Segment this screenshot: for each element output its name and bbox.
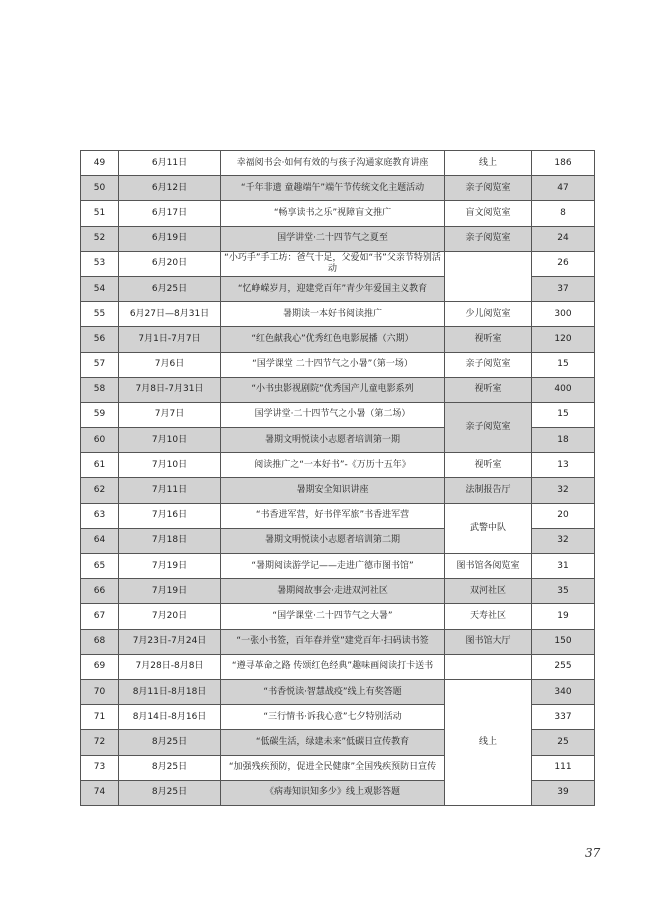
table-row: [81, 478, 595, 503]
row-title: “暑期阅读游学记——走进广德市图书馆”: [221, 554, 445, 579]
row-venue: 图书馆各阅览室: [445, 554, 532, 579]
row-number: 49: [81, 151, 119, 176]
table-row: [81, 176, 595, 201]
row-title: “忆峥嵘岁月，迎建党百年”青少年爱国主义教育: [221, 276, 445, 301]
row-date: 8月14日-8月16日: [119, 705, 221, 730]
row-venue: 武警中队: [445, 503, 532, 553]
row-date: 6月12日: [119, 176, 221, 201]
row-number: 59: [81, 402, 119, 427]
table-row: [81, 302, 595, 327]
row-venue: 少儿阅览室: [445, 302, 532, 327]
row-title: “国学课堂·二十四节气之大暑”: [221, 604, 445, 629]
row-number: 60: [81, 428, 119, 453]
row-number: 69: [81, 654, 119, 679]
row-count: 340: [532, 679, 595, 704]
row-title: 暑期文明悦读小志愿者培训第一期: [221, 428, 445, 453]
row-date: 7月23日-7月24日: [119, 629, 221, 654]
row-date: 7月19日: [119, 579, 221, 604]
table-row: [81, 503, 595, 528]
row-venue: 盲文阅览室: [445, 201, 532, 226]
row-title: “小巧手”手工坊：爸气十足，父爱如“书”父亲节特别活动: [221, 251, 445, 276]
row-count: 25: [532, 730, 595, 755]
row-date: 8月25日: [119, 780, 221, 805]
table-row: [81, 629, 595, 654]
row-title: 暑期安全知识讲座: [221, 478, 445, 503]
row-count: 20: [532, 503, 595, 528]
table-row: [81, 251, 595, 276]
row-date: 7月20日: [119, 604, 221, 629]
row-venue: 视听室: [445, 327, 532, 352]
row-count: 15: [532, 402, 595, 427]
row-count: 13: [532, 453, 595, 478]
row-title: 阅读推广之“一本好书”-《万历十五年》: [221, 453, 445, 478]
row-title: 暑期文明悦读小志愿者培训第二期: [221, 528, 445, 553]
row-title: “低碳生活，绿建未来”低碳日宣传教育: [221, 730, 445, 755]
row-venue: 线上: [445, 679, 532, 805]
row-number: 58: [81, 377, 119, 402]
row-date: 8月11日-8月18日: [119, 679, 221, 704]
row-count: 37: [532, 276, 595, 301]
row-title: “遵寻革命之路 传颂红色经典”趣味画阅读打卡送书: [221, 654, 445, 679]
table-row: [81, 352, 595, 377]
row-title: “小书虫影视剧院”优秀国产儿童电影系列: [221, 377, 445, 402]
activity-table: [80, 150, 595, 806]
table-row: [81, 377, 595, 402]
row-count: 150: [532, 629, 595, 654]
row-count: 32: [532, 528, 595, 553]
row-venue: 线上: [445, 151, 532, 176]
row-title: 幸福阅书会·如何有效的与孩子沟通家庭教育讲座: [221, 151, 445, 176]
row-date: 7月11日: [119, 478, 221, 503]
row-date: 8月25日: [119, 755, 221, 780]
row-count: 18: [532, 428, 595, 453]
row-number: 72: [81, 730, 119, 755]
row-number: 71: [81, 705, 119, 730]
row-date: 6月11日: [119, 151, 221, 176]
row-number: 63: [81, 503, 119, 528]
row-venue-empty: [445, 654, 532, 679]
row-number: 65: [81, 554, 119, 579]
row-title: “书香悦读·智慧战疫”线上有奖答题: [221, 679, 445, 704]
row-title: 国学讲堂·二十四节气之小暑（第二场）: [221, 402, 445, 427]
row-count: 19: [532, 604, 595, 629]
row-count: 35: [532, 579, 595, 604]
row-number: 73: [81, 755, 119, 780]
row-number: 56: [81, 327, 119, 352]
row-date: 7月18日: [119, 528, 221, 553]
row-date: 7月6日: [119, 352, 221, 377]
row-count: 31: [532, 554, 595, 579]
row-date: 7月1日-7月7日: [119, 327, 221, 352]
row-number: 54: [81, 276, 119, 301]
row-date: 6月19日: [119, 226, 221, 251]
row-title: 《病毒知识知多少》线上观影答题: [221, 780, 445, 805]
row-number: 52: [81, 226, 119, 251]
row-count: 186: [532, 151, 595, 176]
row-number: 70: [81, 679, 119, 704]
row-date: 6月27日—8月31日: [119, 302, 221, 327]
page-number: 37: [585, 846, 601, 860]
row-venue: 视听室: [445, 377, 532, 402]
row-number: 62: [81, 478, 119, 503]
table-row: [81, 604, 595, 629]
row-venue: 亲子阅览室: [445, 352, 532, 377]
row-title: “加强残疾预防，促进全民健康”全国残疾预防日宣传: [221, 755, 445, 780]
row-count: 24: [532, 226, 595, 251]
row-date: 6月20日: [119, 251, 221, 276]
row-venue: 双河社区: [445, 579, 532, 604]
row-number: 64: [81, 528, 119, 553]
table-row: [81, 679, 595, 704]
row-number: 55: [81, 302, 119, 327]
row-title: “千年非遗 童趣端午”端午节传统文化主题活动: [221, 176, 445, 201]
table-row: [81, 453, 595, 478]
table-row: [81, 226, 595, 251]
row-number: 61: [81, 453, 119, 478]
row-venue: 法制报告厅: [445, 478, 532, 503]
row-count: 32: [532, 478, 595, 503]
row-venue: 亲子阅览室: [445, 402, 532, 452]
row-number: 57: [81, 352, 119, 377]
row-venue: 天寿社区: [445, 604, 532, 629]
row-date: 7月10日: [119, 428, 221, 453]
row-title: “国学课堂 二十四节气之小暑”（第一场）: [221, 352, 445, 377]
row-title: 暑期读一本好书阅读推广: [221, 302, 445, 327]
row-venue: [445, 251, 532, 301]
table-row: [81, 579, 595, 604]
row-title: “一张小书签，百年春并堂”建党百年·扫码读书签: [221, 629, 445, 654]
row-count: 39: [532, 780, 595, 805]
row-number: 51: [81, 201, 119, 226]
row-count: 26: [532, 251, 595, 276]
row-count: 111: [532, 755, 595, 780]
row-count: 47: [532, 176, 595, 201]
row-title: 国学讲堂·二十四节气之夏至: [221, 226, 445, 251]
row-date: 7月16日: [119, 503, 221, 528]
row-count: 300: [532, 302, 595, 327]
row-date: 7月8日-7月31日: [119, 377, 221, 402]
table-row: [81, 201, 595, 226]
row-number: 50: [81, 176, 119, 201]
row-title: “畅享读书之乐”视障盲文推广: [221, 201, 445, 226]
row-venue: 亲子阅览室: [445, 226, 532, 251]
row-count: 400: [532, 377, 595, 402]
row-date: 7月28日-8月8日: [119, 654, 221, 679]
row-title: 暑期阅故事会·走进双河社区: [221, 579, 445, 604]
row-number: 67: [81, 604, 119, 629]
row-title: “三行情书·诉我心意”七夕特别活动: [221, 705, 445, 730]
row-date: 6月17日: [119, 201, 221, 226]
row-venue: 亲子阅览室: [445, 176, 532, 201]
row-number: 68: [81, 629, 119, 654]
row-title: “书香进军营，好书伴军旅”书香进军营: [221, 503, 445, 528]
row-venue: 视听室: [445, 453, 532, 478]
row-count: 8: [532, 201, 595, 226]
table-row: [81, 402, 595, 427]
row-number: 53: [81, 251, 119, 276]
row-number: 66: [81, 579, 119, 604]
row-number: 74: [81, 780, 119, 805]
row-count: 255: [532, 654, 595, 679]
row-date: 6月25日: [119, 276, 221, 301]
row-date: 7月19日: [119, 554, 221, 579]
table-row: [81, 554, 595, 579]
row-venue: 图书馆大厅: [445, 629, 532, 654]
row-count: 15: [532, 352, 595, 377]
row-date: 7月10日: [119, 453, 221, 478]
row-date: 7月7日: [119, 402, 221, 427]
row-count: 337: [532, 705, 595, 730]
row-date: 8月25日: [119, 730, 221, 755]
table-row: [81, 654, 595, 679]
row-count: 120: [532, 327, 595, 352]
table-row: [81, 327, 595, 352]
row-title: “红色献我心”优秀红色电影展播（六期）: [221, 327, 445, 352]
table-row: [81, 151, 595, 176]
